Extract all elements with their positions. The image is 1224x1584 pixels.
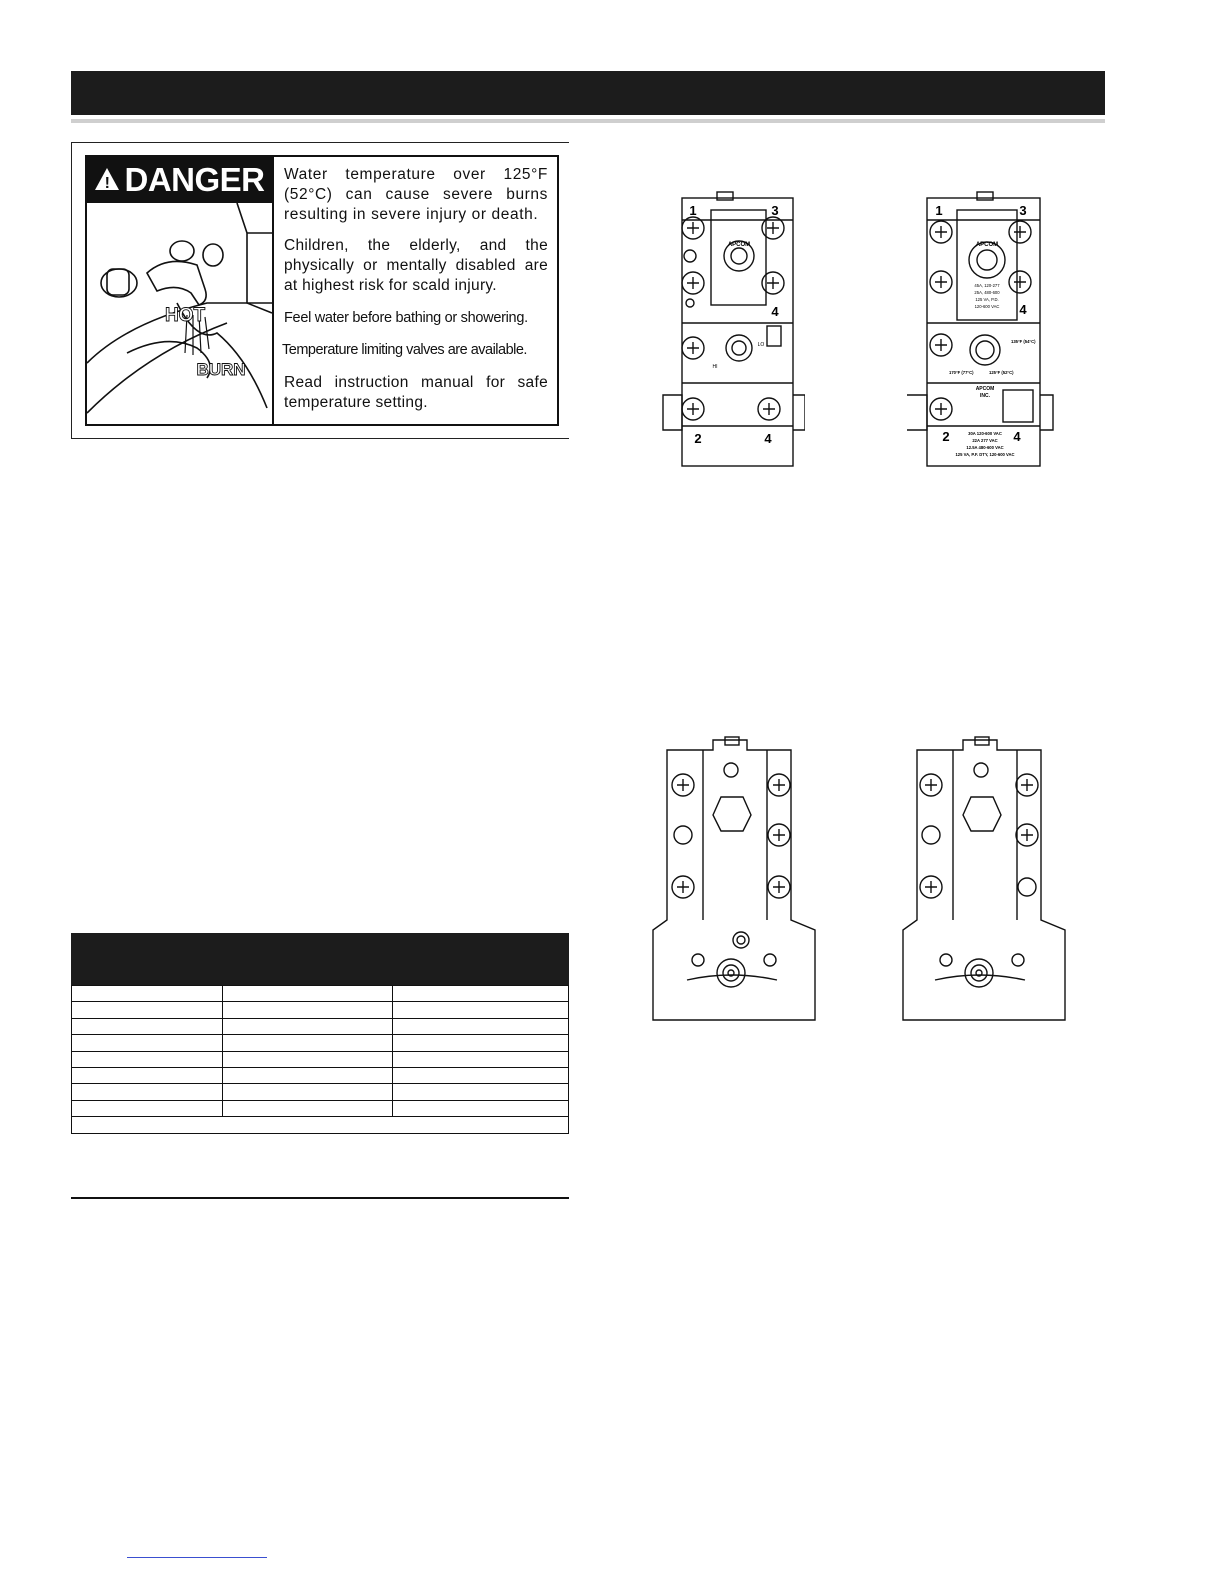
temperature-table xyxy=(71,985,569,1134)
lower-thermostat-back-left xyxy=(645,735,825,1027)
danger-heading xyxy=(87,157,272,203)
table-row xyxy=(72,1084,569,1100)
burn-label: BURN xyxy=(196,360,246,379)
table-row xyxy=(72,1051,569,1067)
dial-warm-label: 125°F (52°C) xyxy=(989,370,1014,375)
terminal-label: 2 xyxy=(942,429,950,444)
rating-line: 125 VA, P.D. xyxy=(975,297,999,302)
brand-label: APCOM xyxy=(727,242,751,248)
brand2-label: APCOM xyxy=(975,386,995,392)
brand-label: APCOM xyxy=(975,242,999,248)
terminal-label: 3 xyxy=(771,203,779,218)
section-divider xyxy=(71,1197,569,1199)
danger-heading-text: DANGER xyxy=(124,161,265,198)
terminal-label: 1 xyxy=(689,203,697,218)
rating-line: 120-600 VAC xyxy=(974,304,1000,309)
terminal-label: 2 xyxy=(694,431,702,446)
table-footnote-row xyxy=(72,1117,569,1133)
dial-hi-label: HI xyxy=(712,364,718,370)
table-row xyxy=(72,1035,569,1051)
dial-hot-label: 170°F (77°C) xyxy=(949,370,974,375)
lower-rating-line: 22A 277 VAC xyxy=(972,438,998,443)
hot-label: HOT xyxy=(164,305,206,326)
svg-text:!: ! xyxy=(105,175,110,191)
danger-text-feel-water: Feel water before bathing or showering. xyxy=(284,310,528,326)
danger-text-manual: Read instruction manual for safe temperature setting. xyxy=(284,374,548,411)
table-row xyxy=(72,1018,569,1034)
lower-rating-line: 12.5A 480-600 VAC xyxy=(966,445,1004,450)
lower-thermostat-back-right xyxy=(895,735,1075,1027)
warning-triangle-icon xyxy=(94,161,120,199)
danger-text-temperature: Water temperature over 125°F (52°C) can cause severe burns resulting in severe injury or death. xyxy=(284,166,548,223)
terminal-label: 3 xyxy=(1019,203,1027,218)
brand2-sub-label: INC. xyxy=(980,393,990,399)
lower-rating-line: 30A 120-600 VAC xyxy=(968,431,1002,436)
danger-text-valves: Temperature limiting valves are available. xyxy=(282,342,527,358)
table-row xyxy=(72,1002,569,1018)
dial-mid-label: 135°F (54°C) xyxy=(1011,339,1036,344)
table-row xyxy=(72,986,569,1002)
upper-thermostat-front-right xyxy=(905,190,1055,475)
table-header xyxy=(71,933,569,985)
terminal-label: 4 xyxy=(1019,302,1027,317)
upper-thermostat-front-left xyxy=(655,190,805,475)
section-header-bar xyxy=(71,71,1105,115)
rating-line: 45A, 120-277 xyxy=(974,283,1000,288)
section-header-rule xyxy=(71,119,1105,123)
lower-rating-line: 125 VA, P.F. DTY, 120-600 VAC xyxy=(955,452,1015,457)
terminal-label: 4 xyxy=(771,304,779,319)
table-row xyxy=(72,1100,569,1116)
table-row xyxy=(72,1067,569,1083)
rating-line: 25A, 480-600 xyxy=(974,290,1000,295)
hyperlink-underline[interactable] xyxy=(127,1557,267,1558)
danger-text-risk: Children, the elderly, and the physically or mentally disabled are at highest risk for scald injury. xyxy=(284,237,548,294)
danger-divider xyxy=(272,157,274,424)
scald-warning-illustration xyxy=(87,203,272,424)
dial-lo-label: LO xyxy=(757,342,765,348)
terminal-label: 1 xyxy=(935,203,943,218)
terminal-label: 4 xyxy=(764,431,772,446)
terminal-label: 4 xyxy=(1013,429,1021,444)
